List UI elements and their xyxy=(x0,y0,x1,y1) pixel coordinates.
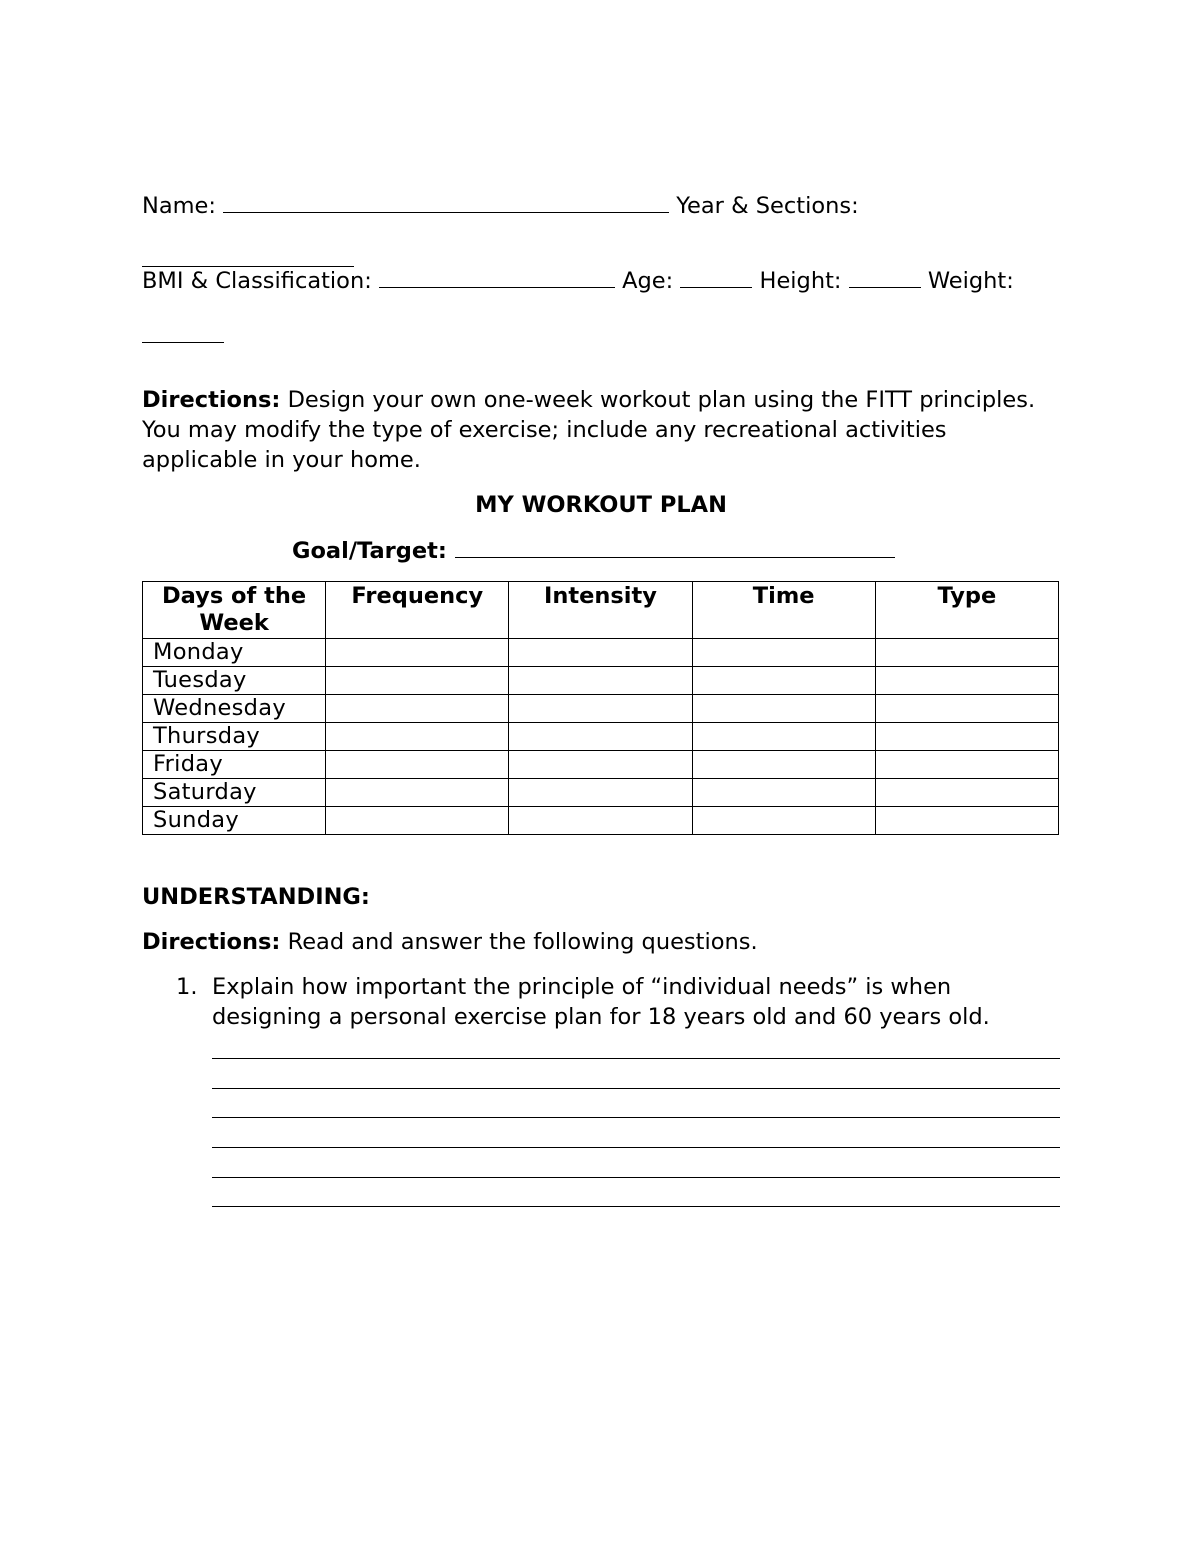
answer-line[interactable] xyxy=(212,1117,1060,1118)
weight-field[interactable] xyxy=(142,320,224,343)
time-cell[interactable] xyxy=(692,639,875,667)
table-row xyxy=(143,807,1059,835)
bmi-label: BMI & Classification: xyxy=(142,268,372,294)
understanding-directions xyxy=(142,927,758,957)
day-cell: Saturday xyxy=(143,779,326,807)
answer-line[interactable] xyxy=(212,1058,1060,1059)
height-label: Height: xyxy=(759,268,842,294)
type-cell[interactable] xyxy=(875,779,1058,807)
time-cell[interactable] xyxy=(692,751,875,779)
type-cell[interactable] xyxy=(875,723,1058,751)
day-cell: Monday xyxy=(143,639,326,667)
header-intensity: Intensity xyxy=(509,582,692,639)
time-cell[interactable] xyxy=(692,695,875,723)
question-number: 1. xyxy=(176,974,198,1000)
table-row xyxy=(143,779,1059,807)
time-cell[interactable] xyxy=(692,667,875,695)
time-cell[interactable] xyxy=(692,723,875,751)
header-frequency: Frequency xyxy=(326,582,509,639)
frequency-cell[interactable] xyxy=(326,639,509,667)
type-cell[interactable] xyxy=(875,667,1058,695)
day-cell: Thursday xyxy=(143,723,326,751)
workout-directions xyxy=(142,385,1042,475)
intensity-cell[interactable] xyxy=(509,807,692,835)
year-sections-label: Year & Sections: xyxy=(676,193,859,219)
table-row xyxy=(143,723,1059,751)
age-field[interactable] xyxy=(680,265,752,288)
time-cell[interactable] xyxy=(692,807,875,835)
frequency-cell[interactable] xyxy=(326,751,509,779)
directions-text: Design your own one-week workout plan using the FITT principles. You may modify the type of exercise; include any recreational activities applicable in your home. xyxy=(142,387,1036,473)
frequency-cell[interactable] xyxy=(326,695,509,723)
intensity-cell[interactable] xyxy=(509,723,692,751)
answer-line[interactable] xyxy=(212,1206,1060,1207)
header-time: Time xyxy=(692,582,875,639)
day-cell: Wednesday xyxy=(143,695,326,723)
bmi-field[interactable] xyxy=(379,265,615,288)
header-days: Days of the Week xyxy=(143,582,326,639)
time-cell[interactable] xyxy=(692,779,875,807)
frequency-cell[interactable] xyxy=(326,723,509,751)
table-header-row xyxy=(143,582,1059,639)
understanding-directions-label: Directions: xyxy=(142,929,281,955)
frequency-cell[interactable] xyxy=(326,667,509,695)
answer-line[interactable] xyxy=(212,1088,1060,1089)
name-field[interactable] xyxy=(223,190,669,213)
day-cell: Friday xyxy=(143,751,326,779)
frequency-cell[interactable] xyxy=(326,779,509,807)
goal-row xyxy=(292,535,895,566)
intensity-cell[interactable] xyxy=(509,695,692,723)
type-cell[interactable] xyxy=(875,695,1058,723)
table-row xyxy=(143,639,1059,667)
intensity-cell[interactable] xyxy=(509,639,692,667)
table-row xyxy=(143,667,1059,695)
understanding-directions-text: Read and answer the following questions. xyxy=(280,929,758,955)
intensity-cell[interactable] xyxy=(509,751,692,779)
age-label: Age: xyxy=(622,268,674,294)
goal-label: Goal/Target: xyxy=(292,538,447,564)
name-year-row xyxy=(142,190,859,221)
height-field[interactable] xyxy=(849,265,921,288)
year-sections-field[interactable] xyxy=(142,244,354,267)
day-cell: Tuesday xyxy=(143,667,326,695)
name-label: Name: xyxy=(142,193,216,219)
answer-line[interactable] xyxy=(212,1147,1060,1148)
goal-field[interactable] xyxy=(455,535,895,558)
table-row xyxy=(143,751,1059,779)
question-text: Explain how important the principle of “individual needs” is when designing a personal exercise plan for 18 years old and 60 years old. xyxy=(212,974,990,1030)
weight-field-wrap xyxy=(142,320,224,351)
header-type: Type xyxy=(875,582,1058,639)
weight-label: Weight: xyxy=(927,268,1014,294)
answer-line[interactable] xyxy=(212,1177,1060,1178)
intensity-cell[interactable] xyxy=(509,779,692,807)
frequency-cell[interactable] xyxy=(326,807,509,835)
intensity-cell[interactable] xyxy=(509,667,692,695)
type-cell[interactable] xyxy=(875,639,1058,667)
plan-title: MY WORKOUT PLAN xyxy=(475,492,727,518)
day-cell: Sunday xyxy=(143,807,326,835)
directions-label: Directions: xyxy=(142,387,281,413)
type-cell[interactable] xyxy=(875,751,1058,779)
understanding-heading: UNDERSTANDING: xyxy=(142,884,370,910)
workout-plan-table xyxy=(142,581,1059,835)
type-cell[interactable] xyxy=(875,807,1058,835)
bmi-age-height-weight-row xyxy=(142,265,1014,296)
table-row xyxy=(143,695,1059,723)
